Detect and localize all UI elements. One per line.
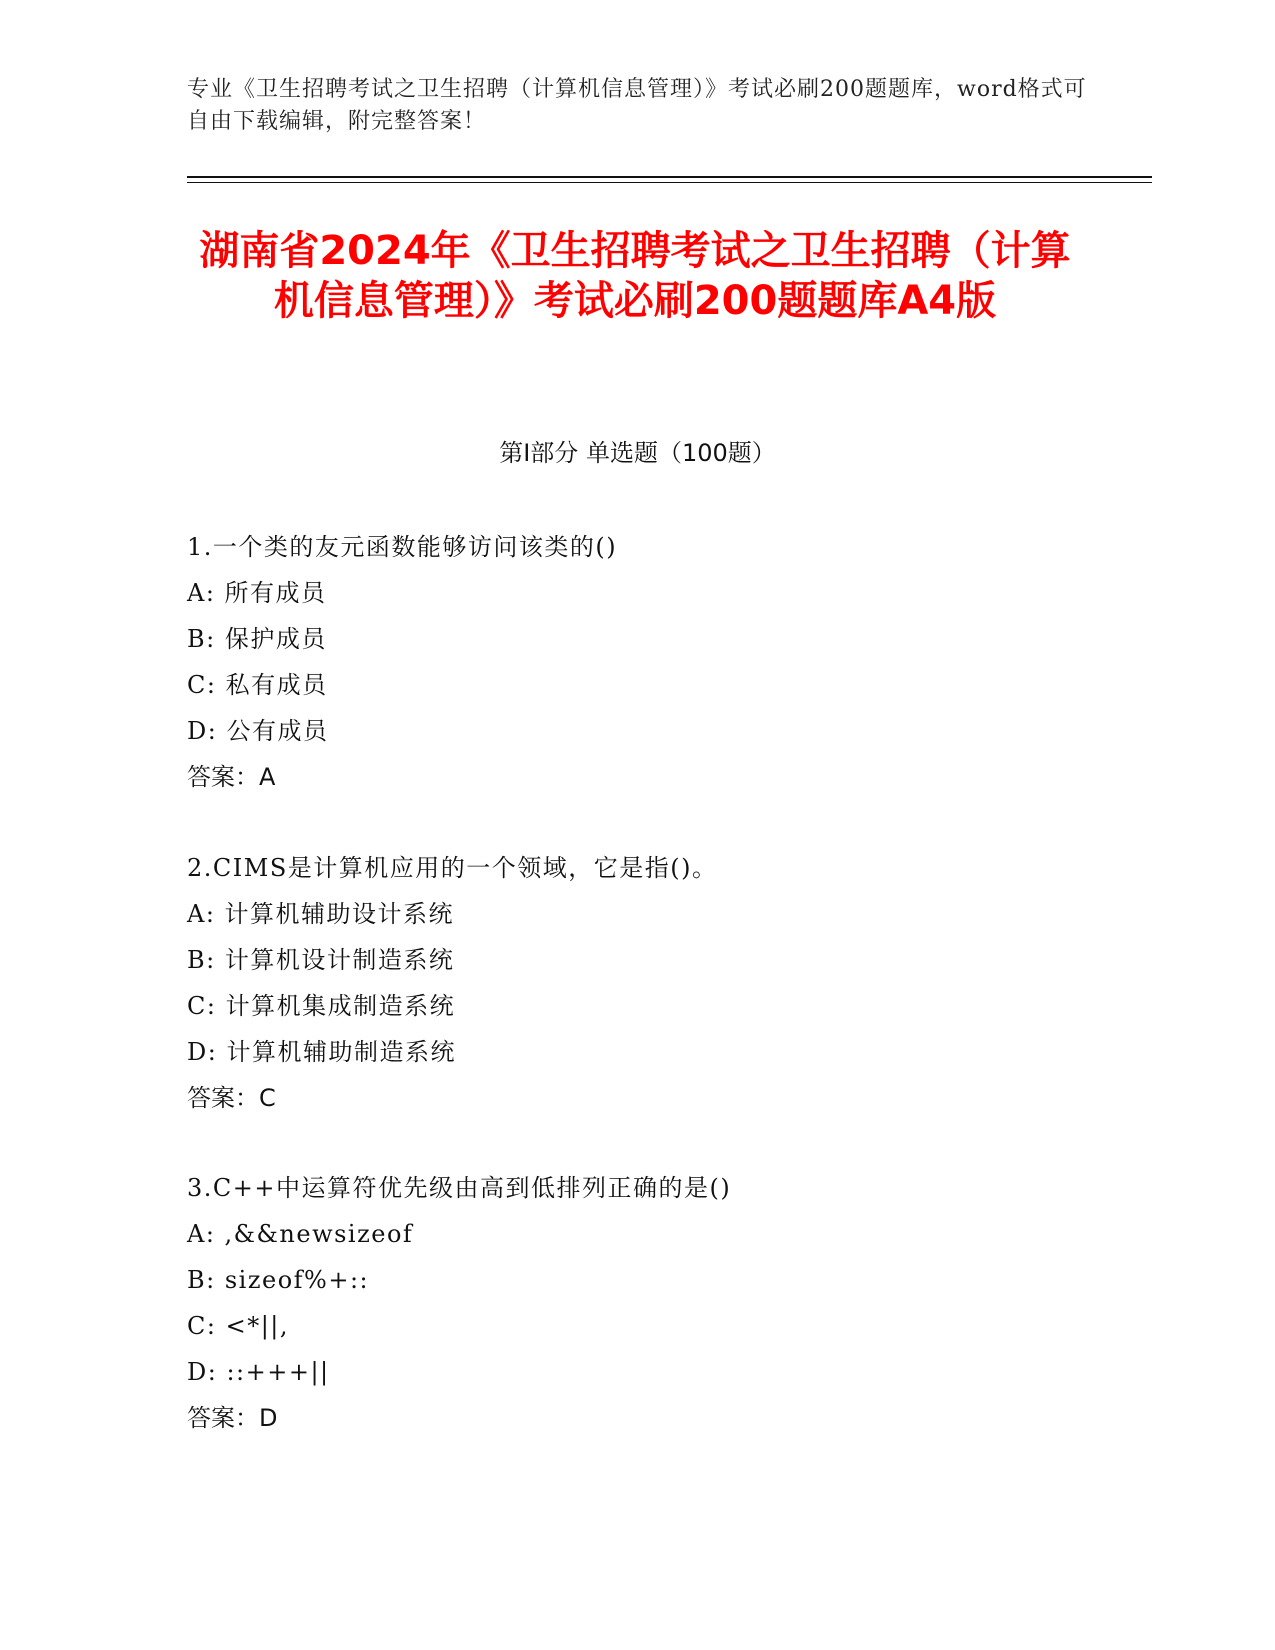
answer-line: 答案：C: [187, 1084, 276, 1112]
question-stem: 3.C++中运算符优先级由高到低排列正确的是(): [187, 1174, 732, 1202]
document-title: 湖南省2024年《卫生招聘考试之卫生招聘（计算机信息管理）》考试必刷200题题库A4版: [199, 228, 1071, 324]
option-d: D: 计算机辅助制造系统: [187, 1038, 456, 1066]
section-title: 第Ⅰ部分 单选题（100题）: [499, 439, 776, 467]
option-c: C: <*||,: [187, 1312, 289, 1340]
option-a: A: 所有成员: [187, 579, 327, 607]
question-stem: 2.CIMS是计算机应用的一个领域，它是指()。: [187, 854, 718, 882]
header-note: 专业《卫生招聘考试之卫生招聘（计算机信息管理）》考试必刷200题题库，word格式可自由下载编辑，附完整答案！: [187, 77, 1087, 134]
question-stem: 1.一个类的友元函数能够访问该类的(): [187, 533, 618, 561]
answer-line: 答案：A: [187, 763, 276, 791]
question-block: [187, 845, 1187, 1121]
option-d: D: ::+++||: [187, 1358, 330, 1386]
option-b: B: 计算机设计制造系统: [187, 946, 455, 974]
option-c: C: 私有成员: [187, 671, 328, 699]
option-c: C: 计算机集成制造系统: [187, 992, 456, 1020]
option-a: A: 计算机辅助设计系统: [187, 900, 455, 928]
option-b: B: 保护成员: [187, 625, 327, 653]
question-block: [187, 524, 1187, 800]
header-divider-thick: [187, 176, 1152, 178]
question-block: [187, 1165, 1187, 1441]
answer-line: 答案：D: [187, 1404, 278, 1432]
option-a: A: ,&&newsizeof: [187, 1220, 414, 1248]
option-b: B: sizeof%+::: [187, 1266, 370, 1294]
option-d: D: 公有成员: [187, 717, 329, 745]
header-divider-thin: [187, 182, 1152, 183]
